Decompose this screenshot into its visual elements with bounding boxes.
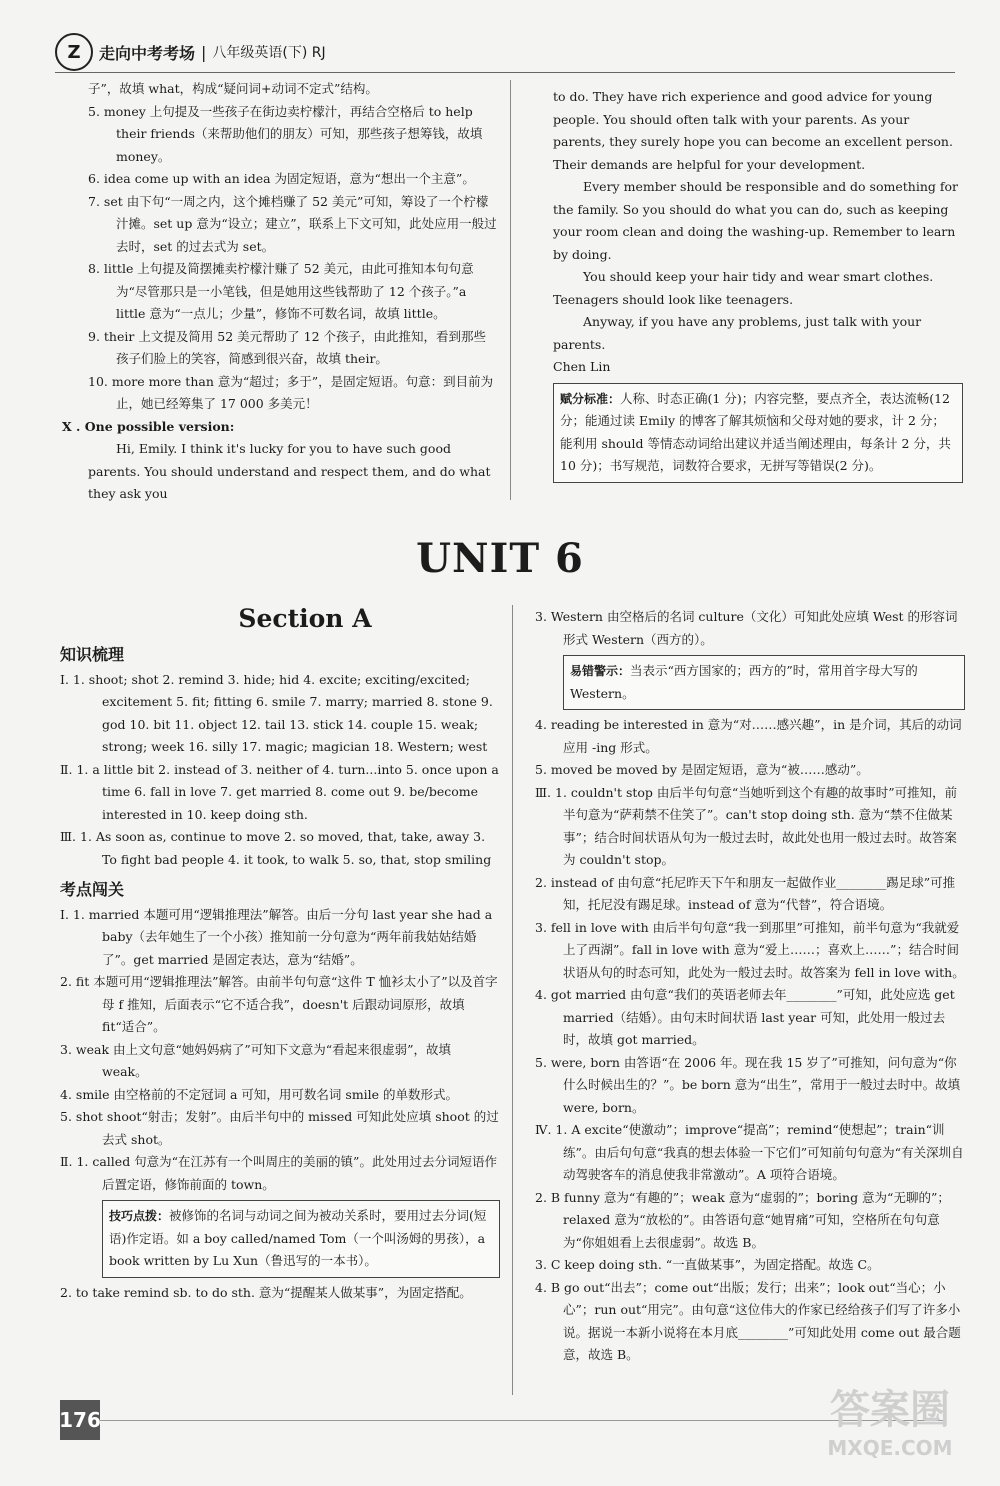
watermark-small: MXQE.COM: [827, 1436, 953, 1460]
exam-item: 3. fell in love with 由后半句句意“我一到那里”可推知，前半句意为“我就爱上了西湖”。fall in love with 意为“爱上……；喜欢上……”；结合时间状语从句的时态可知，此处为一般过去时。故答案为 fell in love with。: [535, 919, 965, 980]
knowledge-item: Ⅱ. 1. a little bit 2. instead of 3. neither of 4. turn...into 5. once upon a time 6. fall in love 7. get married 8. come out 9. be/become interested in 10. keep doing sth.: [60, 761, 499, 822]
warning-box: [563, 655, 965, 710]
exam-heading: 考点闯关: [60, 880, 125, 899]
bottom-left-column: [60, 640, 500, 1304]
writing-paragraph: Every member should be responsible and do something for the family. So you should do what you can do, such as keeping your room clean and doing the washing-up. Remember to learn by doing.: [553, 179, 958, 262]
brand-logo-icon: Z: [55, 33, 93, 71]
answer-item: 10. more more than 意为“超过；多于”，是固定短语。句意：到目前为止，她已经筹集了 17 000 多美元！: [88, 373, 494, 411]
book-title: 八年级英语(下) RJ: [212, 45, 326, 61]
top-right-column: [553, 86, 963, 487]
writing-paragraph: to do. They have rich experience and good advice for young people. You should often talk with your parents. As your parents, they surely hope you can become an excellent person. Their demands are helpful for your development.: [553, 89, 953, 172]
section-title: Section A: [238, 604, 372, 633]
exam-item: Ⅱ. 1. called 句意为“在江苏有一个叫周庄的美丽的镇”。此处用过去分词短语作后置定语，修饰前面的 town。: [60, 1154, 497, 1192]
writing-paragraph: Anyway, if you have any problems, just talk with your parents.: [553, 314, 922, 352]
answer-item: 8. little 上句提及简摆摊卖柠檬汁赚了 52 美元，由此可推知本句句意为“尽管那只是一小笔钱，但是她用这些钱帮助了 12 个孩子。”a little 意为“一点儿；少量”，修饰不可数名词，故填 little。: [88, 261, 474, 321]
answer-item: 9. their 上文提及简用 52 美元帮助了 12 个孩子，由此推知，看到那些孩子们脸上的笑容，简感到很兴奋，故填 their。: [88, 328, 487, 366]
bottom-right-column: [535, 606, 965, 1367]
warning-text: 当表示“西方国家的；西方的”时，常用首字母大写的 Western。: [570, 663, 918, 701]
header-separator: |: [201, 42, 207, 62]
answer-item: 6. idea come up with an idea 为固定短语，意为“想出一个主意”。: [88, 171, 475, 186]
exam-item: 4. reading be interested in 意为“对……感兴趣”，in 是介词，其后的动词应用 -ing 形式。: [535, 717, 962, 755]
scoring-text: 人称、时态正确(1 分)；内容完整，要点齐全，表达流畅(12 分；能通过读 Emily 的博客了解其烦恼和父母对她的要求，计 2 分；能利用 should 等情态动词给出建议并适当阐述理由，每条计 2 分，共 10 分)；书写规范，词数符合要求，无拼写等错误(2 分)。: [560, 390, 951, 473]
scoring-box: [553, 383, 963, 483]
exam-item: Ⅰ. 1. married 本题可用“逻辑推理法”解答。由后一分句 last year she had a baby（去年她生了一个小孩）推知前一分句意为“两年前我姑姑结婚了”。get married 是固定表达，意为“结婚”。: [60, 906, 493, 967]
column-divider: [510, 80, 511, 500]
exam-item: 3. Western 由空格后的名词 culture（文化）可知此处应填 West 的形容词形式 Western（西方的）。: [535, 609, 958, 647]
exam-item: Ⅲ. 1. couldn't stop 由后半句句意“当她听到这个有趣的故事时”可推知，前半句意为“萨莉禁不住笑了”。can't stop doing sth. 意为“禁不住做某事”；结合时间状语从句为一般过去时，故此处也用一般过去时。故答案为 couldn't stop。: [535, 784, 958, 867]
brand-name: 走向中考考场: [99, 43, 196, 63]
knowledge-item: Ⅲ. 1. As soon as, continue to move 2. so moved, that, take, away 3. To fight bad people 4. it took, to walk 5. so, that, stop smiling: [60, 829, 492, 867]
watermark-logo: [800, 1385, 980, 1475]
exam-item: 5. were, born 由答语“在 2006 年。现在我 15 岁了”可推知，问句意为“你什么时候出生的？”。be born 意为“出生”，常用于一般过去时中。故填 were, born。: [535, 1054, 961, 1115]
exam-item: 5. shot shoot“射击；发射”。由后半句中的 missed 可知此处应填 shoot 的过去式 shot。: [60, 1109, 499, 1147]
scoring-label: 赋分标准：: [560, 391, 621, 406]
exam-item: 3. C keep doing sth. “一直做某事”，为固定搭配。故选 C。: [535, 1257, 880, 1272]
header-rule: [55, 72, 955, 73]
page-number: 176: [60, 1400, 100, 1440]
writing-signature: Chen Lin: [553, 359, 611, 374]
exam-item: Ⅳ. 1. A excite“使激动”；improve“提高”；remind“使想起”；train“训练”。由后句句意“我真的想去体验一下它们”可知前句句意为“有关深圳自动驾驶客车的消息使我非常激动”。A 项符合语境。: [535, 1122, 964, 1182]
tip-box: [102, 1200, 500, 1278]
knowledge-heading: 知识梳理: [60, 645, 125, 664]
exam-item: 3. weak 由上文句意“她妈妈病了”可知下文意为“看起来很虚弱”，故填 weak。: [60, 1041, 452, 1079]
warning-label: 易错警示：: [570, 664, 631, 678]
tip-label: 技巧点拨：: [109, 1209, 170, 1223]
exam-item: 2. fit 本题可用“逻辑推理法”解答。由前半句句意“这件 T 恤衫太小了”以及首字母 f 推知，后面表示“它不适合我”，doesn't 后跟动词原形，故填 fit“适合”。: [60, 974, 498, 1034]
exam-item: 4. got married 由句意“我们的英语老师去年________”可知，此处应选 get married（结婚）。由句末时间状语 last year 可知，此处用一般过去时，故填 got married。: [535, 987, 955, 1047]
knowledge-item: Ⅰ. 1. shoot; shot 2. remind 3. hide; hid 4. excite; exciting/excited; excitement 5. fit; fitting 6. smile 7. marry; married 8. stone 9. god 10. bit 11. object 12. tail 13. stick 14. couple 15. weak; strong; week 16. silly 17. magic; magician 18. Western; west: [60, 671, 493, 754]
exam-item: 2. to take remind sb. to do sth. 意为“提醒某人做某事”，为固定搭配。: [60, 1284, 472, 1300]
answer-line: 子”，故填 what，构成“疑问词+动词不定式”结构。: [88, 81, 378, 96]
exam-item: 4. B go out“出去”；come out“出版；发行；出来”；look out“当心；小心”；run out“用完”。由句意“这位伟大的作家已经给孩子们写了许多小说。据说一本新小说将在本月底________”可知此处用 come out 最合题意，故选 B。: [535, 1279, 961, 1362]
writing-paragraph: Hi, Emily. I think it's lucky for you to have such good parents. You should understand and respect them, and do what they ask you: [88, 441, 491, 501]
writing-paragraph: You should keep your hair tidy and wear smart clothes. Teenagers should look like teenagers.: [553, 269, 934, 307]
top-left-column: [62, 78, 498, 506]
unit-title: UNIT 6: [416, 535, 584, 582]
exam-item: 5. moved be moved by 是固定短语，意为“被……感动”。: [535, 762, 869, 777]
exam-item: 4. smile 由空格前的不定冠词 a 可知，用可数名词 smile 的单数形式。: [60, 1086, 459, 1102]
exam-item: 2. B funny 意为“有趣的”；weak 意为“虚弱的”；boring 意为“无聊的”；relaxed 意为“放松的”。由答语句意“她胃痛”可知，空格所在句句意为“你姐姐看上去很虚弱”。故选 B。: [535, 1189, 950, 1250]
tip-text: 被修饰的名词与动词之间为被动关系时，要用过去分词(短语)作定语。如 a boy called/named Tom（一个叫汤姆的男孩），a book written by Lu Xun（鲁迅写的一本书）。: [109, 1208, 487, 1268]
page-header: [55, 32, 955, 72]
exam-item: 2. instead of 由句意“托尼昨天下午和朋友一起做作业________踢足球”可推知，托尼没有踢足球。instead of 意为“代替”，符合语境。: [535, 874, 956, 912]
watermark-big: 答案圈: [830, 1387, 950, 1433]
answer-item: 7. set 由下句“一周之内，这个摊档赚了 52 美元”可知，筹设了一个柠檬汁摊。set up 意为“设立；建立”，联系上下文可知，此处应用一般过去时，set 的过去式为 set。: [88, 193, 497, 254]
column-divider: [512, 605, 513, 1395]
answer-item: 5. money 上句提及一些孩子在街边卖柠檬汁，再结合空格后 to help their friends（来帮助他们的朋友）可知，那些孩子想筹钱，故填 money。: [88, 103, 483, 164]
writing-heading: X . One possible version:: [62, 418, 235, 434]
